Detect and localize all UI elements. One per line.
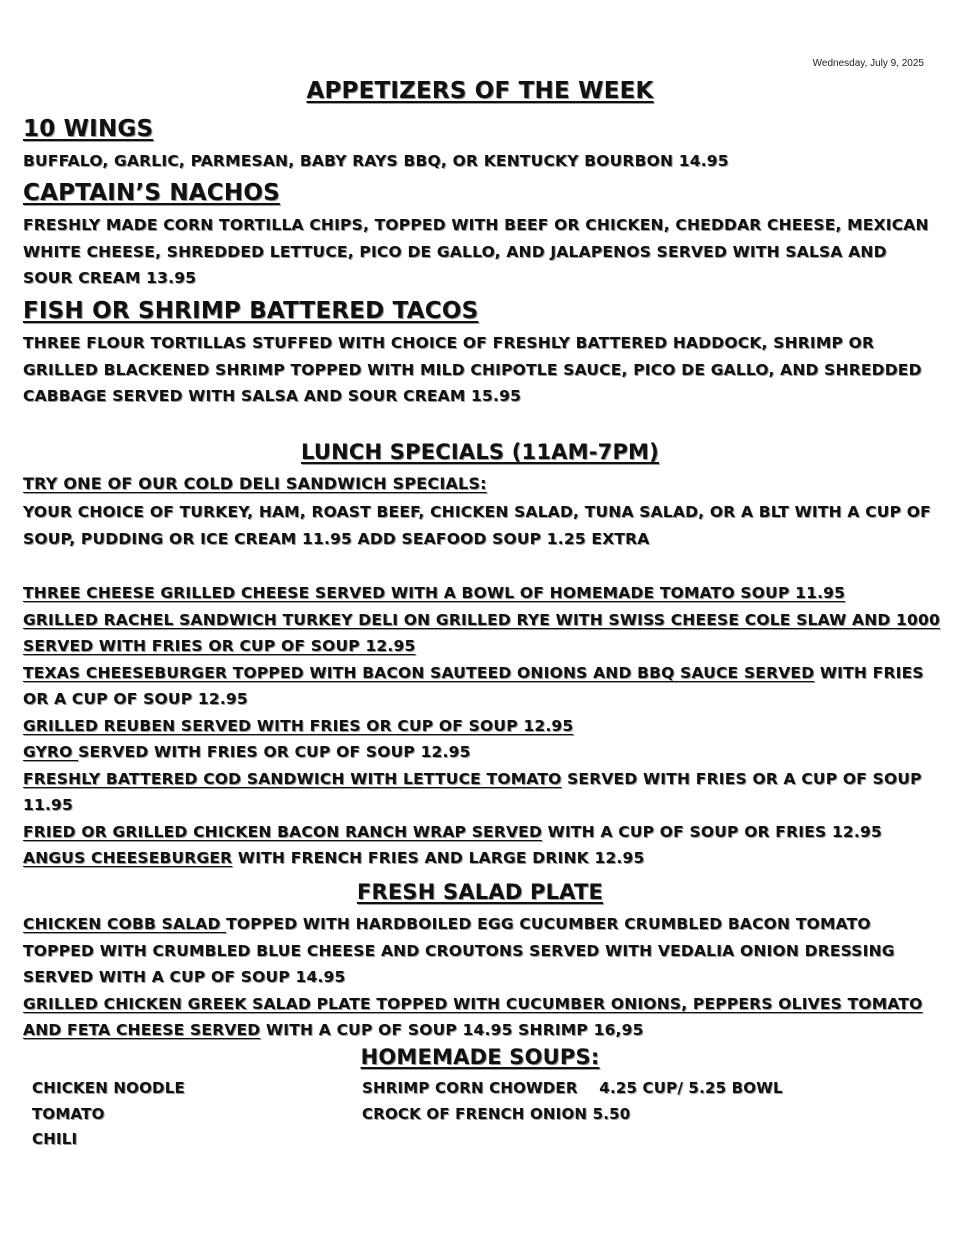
deli-heading: TRY ONE OF OUR COLD DELI SANDWICH SPECIALS:	[23, 474, 487, 493]
list-item: ANGUS CHEESEBURGER WITH FRENCH FRIES AND LARGE DRINK 12.95	[23, 849, 645, 867]
menu-date: Wednesday, July 9, 2025	[812, 58, 924, 69]
lunch-specials-heading: LUNCH SPECIALS (11AM-7PM)	[301, 440, 659, 464]
list-item: FRESHLY BATTERED COD SANDWICH WITH LETTUCE TOMATO SERVED WITH FRIES OR A CUP OF SOUP 11.95	[23, 769, 922, 814]
list-item: GRILLED REUBEN SERVED WITH FRIES OR CUP OF SOUP 12.95	[23, 716, 574, 735]
list-item: CHILI	[32, 1130, 78, 1148]
appetizer-desc-wings: BUFFALO, GARLIC, PARMESAN, BABY RAYS BBQ, OR KENTUCKY BOURBON 14.95	[23, 152, 729, 170]
soups-column-right	[362, 1076, 922, 1127]
salad-heading: FRESH SALAD PLATE	[356, 880, 604, 904]
appetizers-heading: APPETIZERS OF THE WEEK	[306, 78, 654, 104]
list-item: TOMATO	[32, 1104, 105, 1123]
appetizer-desc-nachos: FRESHLY MADE CORN TORTILLA CHIPS, TOPPED WITH BEEF OR CHICKEN, CHEDDAR CHEESE, MEXICAN WHITE CHEESE, SHREDDED LETTUCE, PICO DE GALLO, AND JALAPENOS SERVED WITH SALSA AND SOUR CREAM 13.95	[23, 216, 929, 287]
deli-desc: YOUR CHOICE OF TURKEY, HAM, ROAST BEEF, CHICKEN SALAD, TUNA SALAD, OR A BLT WITH A CUP OF SOUP, PUDDING OR ICE CREAM 11.95 ADD SEAFOOD SOUP 1.25 EXTRA	[23, 503, 931, 548]
soups-heading: HOMEMADE SOUPS:	[360, 1045, 600, 1069]
list-item: CHICKEN COBB SALAD TOPPED WITH HARDBOILED EGG CUCUMBER CRUMBLED BACON TOMATO TOPPED WITH CRUMBLED BLUE CHEESE AND CROUTONS SERVED WITH VEDALIA ONION DRESSING SERVED WITH A CUP OF SOUP 14.95	[23, 915, 895, 986]
list-item: TEXAS CHEESEBURGER TOPPED WITH BACON SAUTEED ONIONS AND BBQ SAUCE SERVED WITH FRIES OR A CUP OF SOUP 12.95	[23, 663, 924, 708]
appetizer-title-wings: 10 WINGS	[23, 116, 154, 142]
list-item: CROCK OF FRENCH ONION 5.50	[362, 1104, 631, 1123]
list-item: GRILLED CHICKEN GREEK SALAD PLATE TOPPED WITH CUCUMBER ONIONS, PEPPERS OLIVES TOMATO AND FETA CHEESE SERVED WITH A CUP OF SOUP 14.95 SHRIMP 16,95	[23, 994, 923, 1039]
salad-list	[23, 911, 940, 1044]
soups-column-left	[32, 1076, 332, 1153]
appetizer-desc-tacos: THREE FLOUR TORTILLAS STUFFED WITH CHOICE OF FRESHLY BATTERED HADDOCK, SHRIMP OR GRILLED BLACKENED SHRIMP TOPPED WITH MILD CHIPOTLE SAUCE, PICO DE GALLO, AND SHREDDED CABBAGE SERVED WITH SALSA AND SOUR CREAM 15.95	[23, 334, 922, 405]
appetizer-title-nachos: CAPTAIN’S NACHOS	[23, 180, 280, 206]
list-item: GRILLED RACHEL SANDWICH TURKEY DELI ON GRILLED RYE WITH SWISS CHEESE COLE SLAW AND 1000 SERVED WITH FRIES OR CUP OF SOUP 12.95	[23, 610, 940, 655]
list-item: GYRO SERVED WITH FRIES OR CUP OF SOUP 12.95	[23, 743, 471, 761]
list-item: CHICKEN NOODLE	[32, 1079, 185, 1097]
lunch-specials-list	[23, 580, 940, 872]
appetizer-title-tacos: FISH OR SHRIMP BATTERED TACOS	[23, 298, 479, 324]
list-item: FRIED OR GRILLED CHICKEN BACON RANCH WRAP SERVED WITH A CUP OF SOUP OR FRIES 12.95	[23, 822, 882, 841]
list-item: THREE CHEESE GRILLED CHEESE SERVED WITH A BOWL OF HOMEMADE TOMATO SOUP 11.95	[23, 584, 846, 602]
list-item: SHRIMP CORN CHOWDER 4.25 CUP/ 5.25 BOWL	[362, 1079, 783, 1097]
